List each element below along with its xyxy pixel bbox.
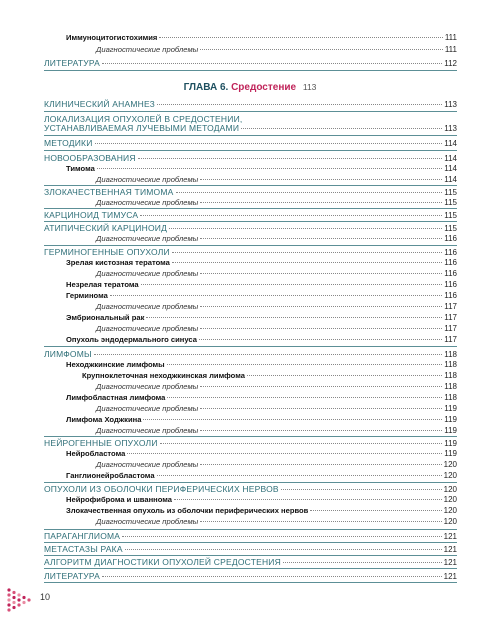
toc-entry[interactable] [96, 517, 457, 529]
toc-entry-title: ЛОКАЛИЗАЦИЯ ОПУХОЛЕЙ В СРЕДОСТЕНИИ, [44, 114, 243, 124]
chapter-page: 113 [302, 82, 317, 92]
toc-entry-page: 118 [444, 371, 457, 380]
dot-leader [169, 228, 442, 229]
toc-entry-title: ПАРАГАНГЛИОМА [44, 531, 121, 541]
toc-entry-title: ЗЛОКАЧЕСТВЕННАЯ ТИМОМА [44, 187, 174, 197]
toc-entry-page: 120 [443, 471, 457, 480]
toc-entry-title: Диагностические проблемы [96, 302, 199, 311]
dot-leader [283, 562, 442, 563]
toc-entry-page: 113 [444, 124, 457, 133]
dot-leader [200, 273, 442, 274]
dot-leader [200, 238, 442, 239]
dot-leader [125, 549, 442, 550]
dot-leader [143, 419, 442, 420]
toc-entry-title: ЛИТЕРАТУРА [44, 571, 101, 581]
toc-entry[interactable] [44, 123, 457, 135]
toc-entry-title: ОПУХОЛИ ИЗ ОБОЛОЧКИ ПЕРИФЕРИЧЕСКИХ НЕРВОВ [44, 484, 279, 494]
toc-entry-title: Эмбриональный рак [66, 313, 145, 322]
toc-entry[interactable] [96, 45, 457, 57]
section-rule [44, 135, 457, 136]
dot-leader [95, 143, 443, 144]
toc-entry-title: МЕТАСТАЗЫ РАКА [44, 544, 123, 554]
toc-entry-page: 115 [444, 188, 457, 197]
toc-entry-page: 121 [443, 532, 457, 541]
dot-leader [172, 252, 442, 253]
toc-entry-page: 120 [443, 506, 457, 515]
section-rule [44, 70, 457, 71]
toc-entry-title: Крупноклеточная неходжкинская лимфома [82, 371, 245, 380]
toc-entry-page: 114 [444, 175, 457, 184]
dot-leader [102, 63, 442, 64]
toc-entry-page: 111 [444, 45, 457, 54]
toc-entry-page: 120 [443, 495, 457, 504]
section-rule [44, 542, 457, 543]
section-rule [44, 185, 457, 186]
toc-entry-page: 114 [444, 139, 457, 148]
toc-entry-title: АТИПИЧЕСКИЙ КАРЦИНОИД [44, 223, 168, 233]
toc-entry-page: 115 [444, 224, 457, 233]
toc-entry-page: 114 [444, 154, 457, 163]
toc-entry-page: 116 [444, 258, 457, 267]
toc-entry-page: 121 [443, 572, 457, 581]
toc-entry[interactable] [44, 99, 457, 111]
toc-entry-title: Неходжкинские лимфомы [66, 360, 165, 369]
toc-entry-title: Диагностические проблемы [96, 269, 199, 278]
chapter-heading [0, 82, 500, 93]
toc-entry-title: АЛГОРИТМ ДИАГНОСТИКИ ОПУХОЛЕЙ СРЕДОСТЕНИЯ [44, 557, 281, 567]
toc-entry-page: 117 [444, 302, 457, 311]
toc-entry-page: 117 [444, 313, 457, 322]
toc-entry-page: 116 [444, 248, 457, 257]
dot-leader [247, 375, 442, 376]
section-rule [44, 436, 457, 437]
toc-entry-title: Злокачественная опухоль из оболочки периферических нервов [66, 506, 309, 515]
toc-entry-page: 118 [444, 350, 457, 359]
section-rule [44, 245, 457, 246]
toc-entry-title: Лимфома Ходжкина [66, 415, 142, 424]
toc-entry-title: Диагностические проблемы [96, 234, 199, 243]
toc-entry-title: Диагностические проблемы [96, 45, 199, 54]
toc-entry-title: Лимфобластная лимфома [66, 393, 166, 402]
section-rule [44, 582, 457, 583]
dot-leader [241, 128, 442, 129]
dot-leader [200, 430, 442, 431]
dot-leader [200, 386, 442, 387]
toc-entry-title: Диагностические проблемы [96, 382, 199, 391]
chapter-prefix: ГЛАВА 6. [183, 82, 229, 93]
toc-entry-page: 112 [444, 59, 457, 68]
toc-entry-page: 120 [443, 460, 457, 469]
dot-leader [140, 215, 442, 216]
toc-entry-title: Иммуноцитогистохимия [66, 33, 158, 42]
chapter-title: Средостение [231, 82, 297, 93]
toc-entry-title: Диагностические проблемы [96, 175, 199, 184]
toc-entry-page: 119 [444, 426, 457, 435]
toc-entry-page: 116 [444, 269, 457, 278]
toc-entry-page: 116 [444, 291, 457, 300]
toc-entry-page: 119 [444, 449, 457, 458]
toc-entry[interactable] [44, 138, 457, 150]
page-number: 10 [40, 592, 51, 602]
toc-entry-page: 120 [443, 485, 457, 494]
toc-entry-title: Нейрофиброма и шваннома [66, 495, 173, 504]
toc-entry-page: 118 [444, 382, 457, 391]
section-rule [44, 568, 457, 569]
toc-entry-title: Диагностические проблемы [96, 517, 199, 526]
section-rule [44, 346, 457, 347]
dot-leader [110, 295, 442, 296]
toc-entry-title: Опухоль эндодермального синуса [66, 335, 197, 344]
dot-leader [97, 168, 442, 169]
toc-entry-page: 121 [443, 558, 457, 567]
toc-entry-page: 116 [444, 280, 457, 289]
dot-leader [200, 49, 443, 50]
toc-entry-title: Тимома [66, 164, 95, 173]
dot-leader [102, 576, 442, 577]
toc-entry-page: 118 [444, 393, 457, 402]
toc-entry-title: Незрелая тератома [66, 280, 139, 289]
toc-entry-page: 115 [444, 211, 457, 220]
section-rule [44, 208, 457, 209]
dot-leader [167, 364, 443, 365]
toc-entry-title: Диагностические проблемы [96, 460, 199, 469]
dot-leader [200, 179, 442, 180]
dot-leader [200, 464, 441, 465]
dot-leader [176, 192, 443, 193]
dot-leader [199, 339, 442, 340]
toc-entry-page: 116 [444, 234, 457, 243]
toc-entry-title: УСТАНАВЛИВАЕМАЯ ЛУЧЕВЫМИ МЕТОДАМИ [44, 123, 240, 133]
toc-entry-title: Диагностические проблемы [96, 198, 199, 207]
dot-leader [167, 397, 442, 398]
section-rule [44, 111, 457, 112]
toc-entry-page: 117 [444, 335, 457, 344]
dot-leader [200, 408, 442, 409]
toc-entry-page: 119 [444, 439, 457, 448]
toc-entry-title: Диагностические проблемы [96, 324, 199, 333]
toc-entry-page: 119 [444, 415, 457, 424]
toc-entry-page: 117 [444, 324, 457, 333]
toc-entry-title: КЛИНИЧЕСКИЙ АНАМНЕЗ [44, 99, 156, 109]
toc-entry-page: 115 [444, 198, 457, 207]
section-rule [44, 150, 457, 151]
dot-leader [200, 306, 442, 307]
toc-entry-page: 120 [443, 517, 457, 526]
toc-entry-title: Нейробластома [66, 449, 126, 458]
toc-entry-title: Диагностические проблемы [96, 426, 199, 435]
dot-leader [94, 354, 442, 355]
toc-entry-page: 118 [444, 360, 457, 369]
dot-leader [157, 475, 442, 476]
toc-entry-page: 114 [444, 164, 457, 173]
dot-leader [138, 158, 443, 159]
toc-entry-page: 111 [444, 33, 457, 42]
toc-entry[interactable] [66, 33, 457, 45]
dot-leader [160, 443, 443, 444]
toc-entry-title: Зрелая кистозная тератома [66, 258, 170, 267]
dot-leader [200, 202, 442, 203]
dot-leader [157, 104, 442, 105]
toc-entry-title: ГЕРМИНОГЕННЫЕ ОПУХОЛИ [44, 247, 170, 257]
publisher-triangle-icon [6, 586, 34, 616]
toc-entry-title: МЕТОДИКИ [44, 138, 93, 148]
toc-entry-title: Ганглионейробластома [66, 471, 155, 480]
toc-entry-page: 119 [444, 404, 457, 413]
dot-leader [159, 37, 442, 38]
toc-entry-title: ЛИМФОМЫ [44, 349, 92, 359]
section-rule [44, 529, 457, 530]
dot-leader [141, 284, 443, 285]
toc-entry-title: КАРЦИНОИД ТИМУСА [44, 210, 139, 220]
dot-leader [310, 510, 441, 511]
section-rule [44, 221, 457, 222]
toc-entry-page: 121 [443, 545, 457, 554]
toc-entry-title: Герминома [66, 291, 108, 300]
toc-entry[interactable] [44, 58, 457, 70]
dot-leader [200, 521, 441, 522]
dot-leader [200, 328, 442, 329]
dot-leader [122, 536, 441, 537]
toc-entry-title: НЕЙРОГЕННЫЕ ОПУХОЛИ [44, 438, 158, 448]
section-rule [44, 482, 457, 483]
dot-leader [172, 262, 442, 263]
toc-entry-title: Диагностические проблемы [96, 404, 199, 413]
toc-entry-title: ЛИТЕРАТУРА [44, 58, 101, 68]
dot-leader [146, 317, 442, 318]
dot-leader [174, 499, 442, 500]
dot-leader [127, 453, 442, 454]
dot-leader [281, 489, 442, 490]
toc-entry-title: НОВООБРАЗОВАНИЯ [44, 153, 136, 163]
section-rule [44, 555, 457, 556]
toc-entry-page: 113 [444, 100, 457, 109]
